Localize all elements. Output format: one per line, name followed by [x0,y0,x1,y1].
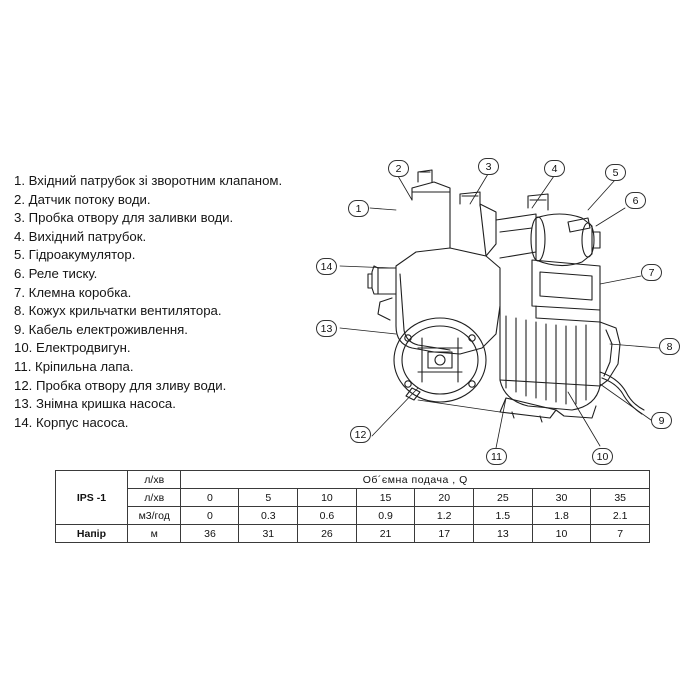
callout-11[interactable]: 11 [486,448,507,465]
list-item: 3. Пробка отвору для заливки води. [14,210,234,226]
cell: 1.5 [474,507,533,525]
callout-8[interactable]: 8 [659,338,680,355]
cell: 31 [239,525,298,543]
cell: 36 [181,525,239,543]
list-item: 1. Вхідний патрубок зі зворотним клапаном. [14,173,283,188]
callout-13[interactable]: 13 [316,320,337,337]
table-row [56,489,650,507]
table-row [56,471,650,489]
cell: 0 [181,489,239,507]
cell: 7 [591,525,650,543]
cell: 5 [239,489,298,507]
callout-6[interactable]: 6 [625,192,646,209]
cell: 10 [298,489,357,507]
cell: 0.6 [298,507,357,525]
cell: 2.1 [591,507,650,525]
callout-3[interactable]: 3 [478,158,499,175]
table-row [56,507,650,525]
parts-legend [14,172,344,432]
list-item: 9. Кабель електроживлення. [14,321,188,337]
callout-10[interactable]: 10 [592,448,613,465]
cell: 35 [591,489,650,507]
list-item: 4. Вихідний патрубок. [14,228,147,244]
model-cell: IPS -1 [56,471,128,525]
cell: 17 [415,525,474,543]
list-item: 11. Кріпильна лапа. [14,358,134,374]
callout-4[interactable]: 4 [544,160,565,177]
cell: 1.2 [415,507,474,525]
cell: 0.3 [239,507,298,525]
cell: 0 [181,507,239,525]
head-label-cell: Напір [56,525,128,543]
table-row [56,525,650,543]
list-item: 5. Гідроакумулятор. [14,247,136,263]
cell: 30 [532,489,591,507]
cell: 13 [474,525,533,543]
cell: 0.9 [356,507,415,525]
unit-cell: м [127,525,181,543]
performance-table [55,470,650,543]
callout-12[interactable]: 12 [350,426,371,443]
unit-cell: л/хв [127,471,181,489]
cell: 26 [298,525,357,543]
list-item: 7. Клемна коробка. [14,284,132,300]
cell: 20 [415,489,474,507]
unit-cell: м3/год [127,507,181,525]
cell: 15 [356,489,415,507]
callout-9[interactable]: 9 [651,412,672,429]
cell: 25 [474,489,533,507]
pump-diagram [300,148,690,463]
list-item: 2. Датчик потоку води. [14,191,151,207]
flow-header-cell: Об´ємна подача , Q [181,471,650,489]
callout-5[interactable]: 5 [605,164,626,181]
list-item: 10. Електродвигун. [14,340,131,356]
callout-2[interactable]: 2 [388,160,409,177]
list-item: 12. Пробка отвору для зливу води. [14,377,227,393]
list-item: 14. Корпус насоса. [14,414,129,430]
cell: 1.8 [532,507,591,525]
list-item: 13. Знімна кришка насоса. [14,396,176,412]
cell: 10 [532,525,591,543]
list-item: 8. Кожух крильчатки вентилятора. [14,303,222,319]
cell: 21 [356,525,415,543]
list-item: 6. Реле тиску. [14,265,98,281]
callout-7[interactable]: 7 [641,264,662,281]
unit-cell: л/хв [127,489,181,507]
callout-1[interactable]: 1 [348,200,369,217]
callout-14[interactable]: 14 [316,258,337,275]
